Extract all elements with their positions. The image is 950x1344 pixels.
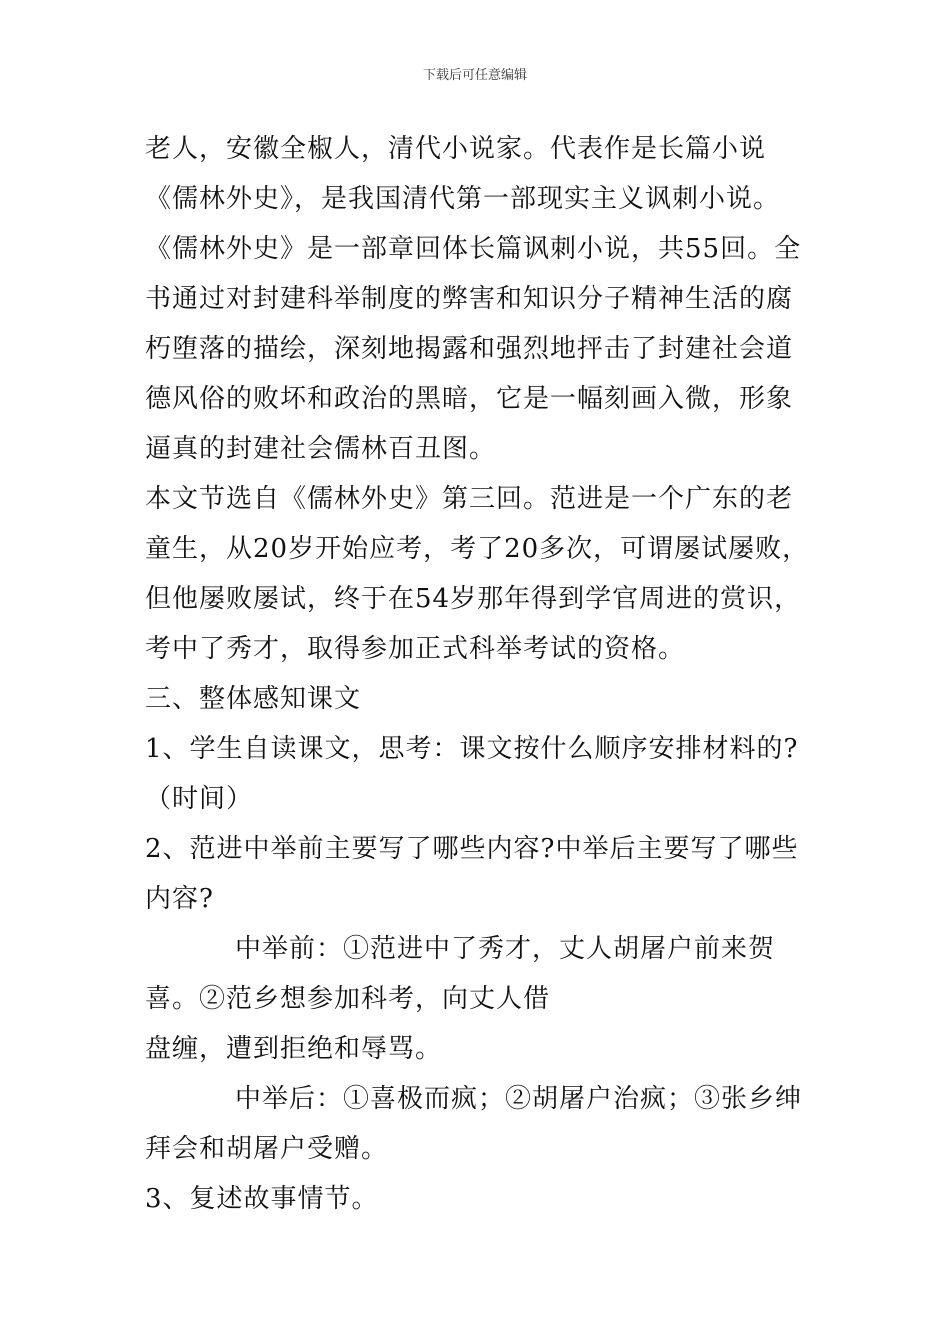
paragraph-excerpt-intro: 本文节选自《儒林外史》第三回。范进是一个广东的老童生，从20岁开始应考，考了20多次，可谓屡试屡败，但他屡败屡试，终于在54岁那年得到学官周进的赏识，考中了秀才，取得参加正式科举考试的资格。	[145, 484, 810, 664]
paragraph-book-summary: 《儒林外史》是一部章回体长篇讽刺小说，共55回。全书通过对封建科举制度的弊害和知识分子精神生活的腐朽堕落的描绘，深刻地揭露和强烈地抨击了封建社会道德风俗的败坏和政治的黑暗，它是一幅刻画入微，形象逼真的封建社会儒林百丑图。	[145, 234, 802, 464]
section-heading: 三、整体感知课文	[145, 684, 362, 714]
after-exam-points: 中举后：①喜极而疯；②胡屠户治疯；③张乡绅拜会和胡屠户受赠。	[145, 1084, 803, 1164]
document-body	[145, 124, 810, 1224]
before-exam-points-continued: 盘缠，遭到拒绝和辱骂。	[145, 1034, 443, 1064]
question-1: 1、学生自读课文，思考：课文按什么顺序安排材料的?（时间）	[145, 734, 799, 814]
question-3: 3、复述故事情节。	[145, 1184, 379, 1214]
page-header: 下载后可任意编辑	[422, 68, 527, 83]
before-exam-points: 中举前：①范进中了秀才，丈人胡屠户前来贺喜。②范乡想参加科考，向丈人借	[145, 934, 776, 1014]
paragraph-author-intro: 老人，安徽全椒人，清代小说家。代表作是长篇小说《儒林外史》，是我国清代第一部现实主义讽刺小说。	[145, 134, 781, 214]
question-2: 2、范进中举前主要写了哪些内容?中举后主要写了哪些内容?	[145, 834, 799, 914]
